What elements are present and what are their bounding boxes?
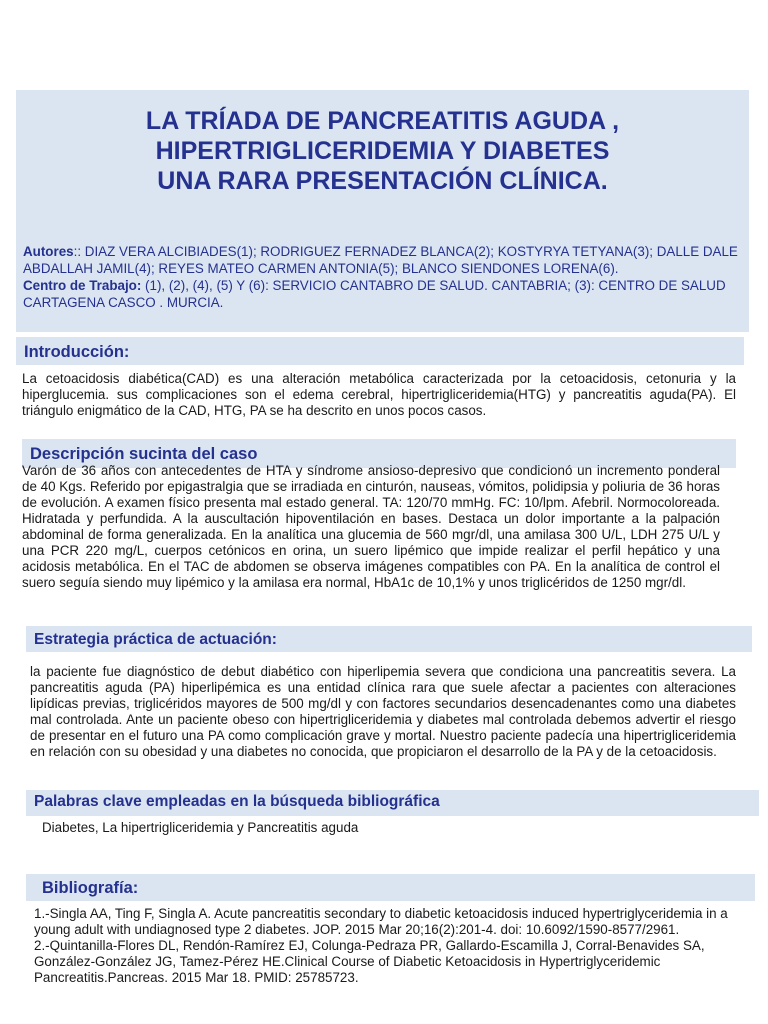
keywords-heading <box>26 790 759 816</box>
bibliography-list <box>34 906 734 986</box>
title-line-2: HIPERTRIGLICERIDEMIA Y DIABETES <box>155 137 610 165</box>
center-text: (1), (2), (4), (5) Y (6): SERVICIO CANTABRO DE SALUD. CANTABRIA; (3): CENTRO DE SALUD CARTAGENA CASCO . MURCIA. <box>23 278 726 310</box>
keywords-text: Diabetes, La hipertrigliceridemia y Pancreatitis aguda <box>42 820 359 835</box>
title-line-1: LA TRÍADA DE PANCREATITIS AGUDA , <box>145 107 620 135</box>
bibliography-ref-1: 1.-Singla AA, Ting F, Singla A. Acute pancreatitis secondary to diabetic ketoacidosis induced hypertriglyceridemia in a young adult with undiagnosed type 2 diabetes. JOP. 2015 Mar 20;16(2):201-4. doi: 10.6092/1590-8577/2961. <box>34 906 728 937</box>
title-line-3: UNA RARA PRESENTACIÓN CLÍNICA. <box>157 167 608 195</box>
case-text: Varón de 36 años con antecedentes de HTA y síndrome ansioso-depresivo que condicionó un incremento ponderal de 40 Kgs. Referido por epigastralgia que se irradiada en cinturón, nauseas, vómitos, polidipsia y poliuria de 36 horas de evolución. A examen físico presenta mal estado general. TA: 120/70 mmHg. FC: 10/lpm. Afebril. Normocoloreada. Hidratada y perfundida. A la auscultación hipoventilación en bases. Destaca un dolor importante a la palpación abdominal de forma generalizada. En la analítica una glucemia de 560 mgr/dl, una amilasa 300 U/L, LDH 275 U/L y una PCR 220 mg/L, cuerpos cetónicos en orina, un suero lipémico que impide realizar el perfil hepático y una acidosis metabólica. En el TAC de abdomen se observa imágenes compatibles con PA. En la analítica de control el suero seguía siendo muy lipémico y la amilasa era normal, HbA1c de 10,1% y unos triglicéridos de 1250 mgr/dl. <box>22 463 720 590</box>
keywords-heading-text: Palabras clave empleadas en la búsqueda bibliográfica <box>34 793 440 810</box>
poster-title <box>20 106 745 196</box>
authors-block <box>23 243 745 311</box>
authors-label: Autores <box>23 244 74 259</box>
case-heading-text: Descripción sucinta del caso <box>30 445 258 463</box>
intro-heading-text: Introducción: <box>24 343 130 361</box>
bibliography-heading <box>26 874 755 901</box>
intro-text: La cetoacidosis diabética(CAD) es una alteración metabólica caracterizada por la cetoacidosis, cetonuria y la hiperglucemia. sus complicaciones son el edema cerebral, hipertrigliceridemia(HTG) y pancreatitis aguda(PA). El triángulo enigmático de la CAD, HTG, PA se ha descrito en unos pocos casos. <box>22 371 736 418</box>
bibliography-heading-text: Bibliografía: <box>42 879 139 897</box>
bibliography-ref-2: 2.-Quintanilla-Flores DL, Rendón-Ramírez EJ, Colunga-Pedraza PR, Gallardo-Escamilla J, Corral-Benavides SA, González-González JG, Tamez-Pérez HE.Clinical Course of Diabetic Ketoacidosis in Hypertriglyceridemic Pancreatitis.Pancreas. 2015 Mar 18. PMID: 25785723. <box>34 938 705 985</box>
center-label: Centro de Trabajo: <box>23 278 142 293</box>
strategy-heading <box>26 626 752 652</box>
authors-text: :: DIAZ VERA ALCIBIADES(1); RODRIGUEZ FERNADEZ BLANCA(2); KOSTYRYA TETYANA(3); DALLE DALE ABDALLAH JAMIL(4); REYES MATEO CARMEN ANTONIA(5); BLANCO SIENDONES LORENA(6). <box>23 244 738 276</box>
strategy-text: la paciente fue diagnóstico de debut diabético con hiperlipemia severa que condiciona una pancreatitis severa. La pancreatitis aguda (PA) hiperlipémica es una entidad clínica rara que suele afectar a pacientes con alteraciones lipídicas previas, triglicéridos mayores de 500 mg/dl y con factores secundarios desencadenantes como una diabetes mal controlada. Ante un paciente obeso con hipertrigliceridemia y diabetes mal controlada debemos advertir el riesgo de presentar en el futuro una PA como complicación grave y mortal. Nuestro paciente padecía una hipertrigliceridemia en relación con su obesidad y una diabetes no conocida, que propiciaron el desarrollo de la PA y de la cetoacidosis. <box>30 664 736 759</box>
intro-heading <box>16 337 744 365</box>
strategy-heading-text: Estrategia práctica de actuación: <box>34 631 277 648</box>
